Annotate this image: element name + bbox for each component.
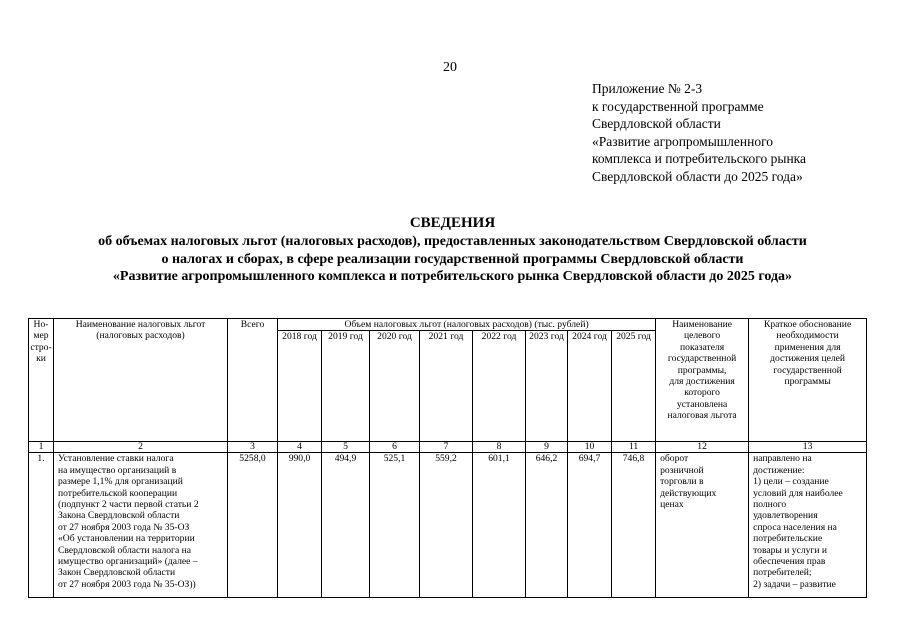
header-year: 2023 год (526, 331, 568, 442)
header-year: 2021 год (420, 331, 473, 442)
column-number: 9 (526, 442, 568, 453)
year-value: 525,1 (370, 453, 420, 598)
header-year: 2018 год (278, 331, 322, 442)
header-year: 2024 год (568, 331, 612, 442)
column-number: 8 (473, 442, 526, 453)
appendix-line: «Развитие агропромышленного (592, 133, 774, 149)
column-number: 12 (656, 442, 749, 453)
appendix-line: комплекса и потребительского рынка (592, 151, 807, 167)
benefit-name: Установление ставки налога на имущество организаций в размере 1,1% для организаций потребительской кооперации (подпункт 2 части первой статьи 2 Закона Свердловской области от 27 ноября 2003 года № 35-ОЗ «Об установлении на территории Свердловской области налога на имущество организаций» (далее – Закон Свердловской области от 27 ноября 2003 года № 35-ОЗ)) (54, 453, 228, 598)
appendix-note (592, 80, 806, 186)
column-number: 3 (228, 442, 278, 453)
column-number: 6 (370, 442, 420, 453)
column-number: 2 (54, 442, 228, 453)
title-heading: СВЕДЕНИЯ (409, 215, 496, 231)
row-number: 1. (29, 453, 54, 598)
appendix-line: Свердловской области до 2025 года» (592, 168, 803, 184)
column-number: 13 (749, 442, 867, 453)
header-volume-group: Объем налоговых льгот (налоговых расходов) (тыс. рублей) (278, 319, 656, 331)
justification: направлено на достижение: 1) цели – создание условий для наиболее полного удовлетворения спроса населения на потребительские товары и услуги и обеспечения прав потребителей; 2) задачи – развитие (749, 453, 867, 598)
page-number: 20 (443, 60, 457, 75)
appendix-line: Свердловской области (592, 116, 721, 132)
header-year: 2019 год (322, 331, 370, 442)
year-value: 646,2 (526, 453, 568, 598)
header-benefit-name: Наименование налоговых льгот (налоговых расходов) (54, 319, 228, 442)
target-indicator: оборот розничной торговли в действующих ценах (656, 453, 749, 598)
appendix-line: к государственной программе (592, 98, 764, 114)
year-value: 494,9 (322, 453, 370, 598)
header-year: 2025 год (612, 331, 656, 442)
title-line: «Развитие агропромышленного комплекса и потребительского рынка Свердловской области до 2025 года» (112, 269, 793, 284)
total-value: 5258,0 (228, 453, 278, 598)
table-row (29, 453, 867, 598)
header-total: Всего (228, 319, 278, 442)
year-value: 601,1 (473, 453, 526, 598)
column-number: 5 (322, 442, 370, 453)
year-value: 694,7 (568, 453, 612, 598)
year-value: 746,8 (612, 453, 656, 598)
header-year: 2020 год (370, 331, 420, 442)
tax-benefits-table (28, 318, 867, 598)
column-number: 11 (612, 442, 656, 453)
year-value: 559,2 (420, 453, 473, 598)
header-year: 2022 год (473, 331, 526, 442)
appendix-line: Приложение № 2-3 (592, 81, 703, 96)
year-value: 990,0 (278, 453, 322, 598)
column-number: 7 (420, 442, 473, 453)
column-number: 10 (568, 442, 612, 453)
header-row-number: Но- мер стро- ки (29, 319, 54, 442)
title-line: о налогах и сборах, в сфере реализации государственной программы Свердловской области (161, 251, 744, 267)
document-title (0, 214, 905, 286)
column-number: 4 (278, 442, 322, 453)
header-justification: Краткое обоснование необходимости применения для достижения целей государственной программы (749, 319, 867, 442)
column-number: 1 (29, 442, 54, 453)
title-line: об объемах налоговых льгот (налоговых расходов), предоставленных законодательством Свердловской области (98, 234, 807, 249)
header-indicator: Наименование целевого показателя государственной программы, для достижения которого установлена налоговая льгота (656, 319, 749, 442)
